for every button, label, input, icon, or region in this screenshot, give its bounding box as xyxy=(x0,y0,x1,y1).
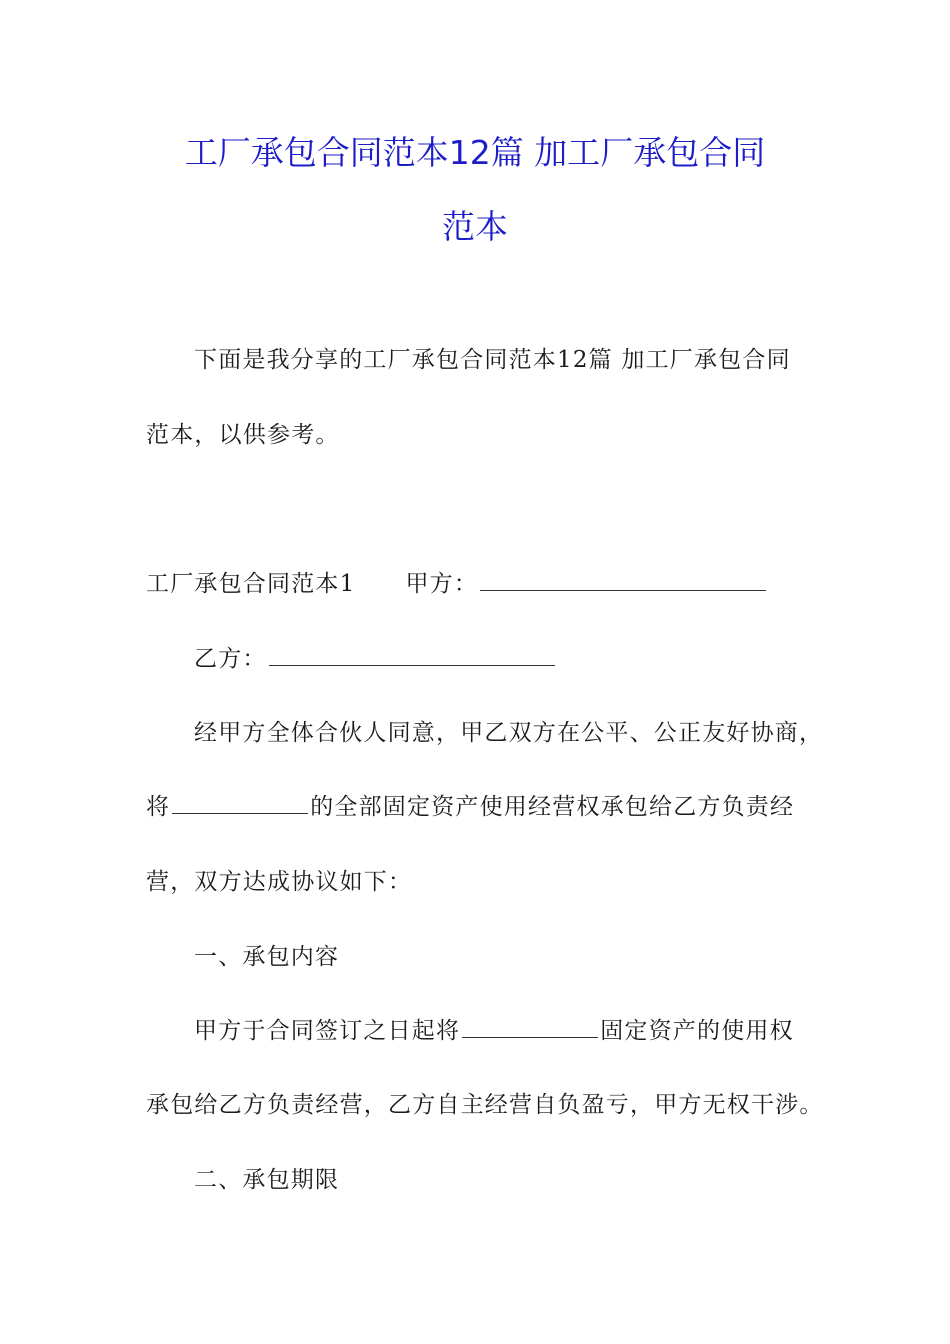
document-title-line-1: 工厂承包合同范本12篇 加工厂承包合同 xyxy=(184,133,766,172)
asset-name-blank xyxy=(462,1017,598,1038)
para1-line-3: 营，双方达成协议如下： xyxy=(146,869,413,895)
section2-title: 二、承包期限 xyxy=(194,1167,340,1193)
section1-line-2: 承包给乙方负责经营，乙方自主经营自负盈亏，甲方无权干涉。 xyxy=(146,1092,824,1118)
document-title-line-2: 范本 xyxy=(442,207,508,246)
section1-title: 一、承包内容 xyxy=(194,944,340,970)
contract-heading-row xyxy=(146,569,768,599)
party-b-blank xyxy=(269,645,555,666)
para1-line-2-prefix: 将 xyxy=(146,794,171,820)
party-b-label: 乙方： xyxy=(194,646,267,672)
party-a-label: 甲方： xyxy=(405,571,479,597)
factory-name-blank xyxy=(172,793,308,814)
section1-line-1-prefix: 甲方于合同签订之日起将 xyxy=(194,1018,461,1044)
party-a-blank xyxy=(480,570,766,591)
contract-heading: 工厂承包合同范本1 xyxy=(146,571,356,597)
para1-line-2-suffix: 的全部固定资产使用经营权承包给乙方负责经 xyxy=(310,794,795,820)
para1-line-1: 经甲方全体合伙人同意，甲乙双方在公平、公正友好协商， xyxy=(194,720,824,746)
section1-line-1 xyxy=(194,1016,794,1046)
intro-line-2: 范本，以供参考。 xyxy=(146,422,340,448)
section1-line-1-suffix: 固定资产的使用权 xyxy=(600,1018,794,1044)
intro-line-1: 下面是我分享的工厂承包合同范本12篇 加工厂承包合同 xyxy=(194,347,791,373)
para1-line-2 xyxy=(146,792,794,822)
party-b-row xyxy=(194,644,557,674)
